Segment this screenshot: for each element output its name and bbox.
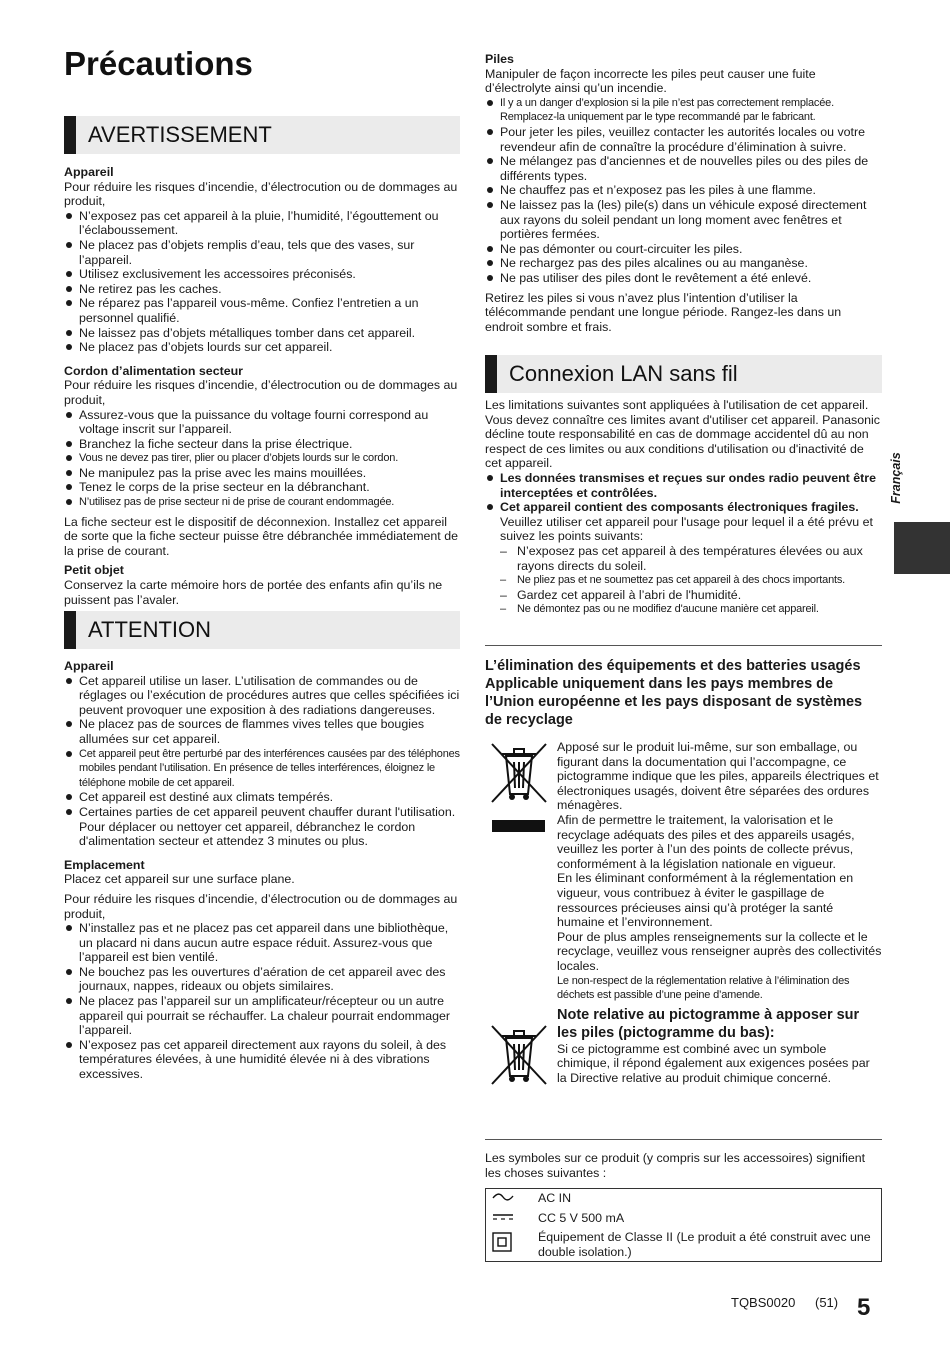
list-item: Vous ne devez pas tirer, plier ou placer d’objets lourds sur le cordon. xyxy=(64,451,460,466)
lan-banner: Connexion LAN sans fil xyxy=(485,355,882,393)
list-item: Pour jeter les piles, veuillez contacter les autorités locales ou votre revendeur afin de connaître la procédure d’élimination à suivre. xyxy=(485,125,882,154)
bullet-list xyxy=(485,96,882,286)
paragraph: En les éliminant conformément à la réglementation en vigueur, vous contribuez à éviter le gaspillage de ressources précieuses ainsi qu’à protéger la santé humaine et l’environnement. xyxy=(557,871,854,930)
document-subpage: (51) xyxy=(815,1295,839,1310)
list-item: Ne laissez pas d’objets métalliques tomber dans cet appareil. xyxy=(64,326,460,341)
bullet-list xyxy=(64,209,460,355)
section-intro: Pour réduire les risques d’incendie, d’électrocution ou de dommages au produit, xyxy=(64,378,458,407)
symbols-table xyxy=(485,1188,882,1262)
list-item: N’exposez pas cet appareil à la pluie, l’humidité, l’égouttement ou l’éclaboussement. xyxy=(64,209,460,238)
bullet-list xyxy=(64,921,460,1082)
list-item: Ne mélangez pas d'anciennes et de nouvelles piles ou des piles de différents types. xyxy=(485,154,882,183)
disposal-text xyxy=(557,740,882,1085)
paragraph: Le non-respect de la réglementation relative à l’élimination des déchets est passible d’une peine d’amende. xyxy=(557,974,850,1002)
list-item: Ne manipulez pas la prise avec les mains mouillées. xyxy=(64,466,460,481)
black-bar-mark xyxy=(492,820,545,832)
paragraph: Si ce pictogramme est combiné avec un symbole chimique, il répond également aux exigences posées par la Directive relative au produit chimique concerné. xyxy=(557,1041,870,1085)
list-item: Ne placez pas d’objets remplis d’eau, tels que des vases, sur l’appareil. xyxy=(64,238,460,267)
bullet-list xyxy=(485,471,882,544)
symbols-intro: Les symboles sur ce produit (y compris sur les accessoires) signifient les choses suivantes : xyxy=(485,1151,866,1180)
list-item: – Gardez cet appareil à l’abri de l'humidité. xyxy=(500,588,882,603)
piles-section xyxy=(485,52,882,334)
list-item: Ne retirez pas les caches. xyxy=(64,282,460,297)
list-item: Il y a un danger d’explosion si la pile n’est pas correctement remplacée. Remplacez-la uniquement par le type recommandé par le fabricant. xyxy=(485,96,882,125)
list-item: – Ne démontez pas ou ne modifiez d'aucune manière cet appareil. xyxy=(500,602,882,617)
section-title: Appareil xyxy=(64,659,114,673)
paragraph: Conservez la carte mémoire hors de portée des enfants afin qu’ils ne puissent pas l’avaler. xyxy=(64,578,443,607)
lan-section xyxy=(485,398,882,617)
list-item: Cet appareil est destiné aux climats tempérés. xyxy=(64,790,460,805)
attention-section xyxy=(64,659,460,1082)
bullet-list xyxy=(64,408,460,510)
table-row xyxy=(486,1209,882,1229)
paragraph: Placez cet appareil sur une surface plane. xyxy=(64,872,295,887)
class-ii-icon xyxy=(486,1228,535,1262)
list-item: N’exposez pas cet appareil directement aux rayons du soleil, à des températures élevées, à une humidité élevée ni à des vibrations excessives. xyxy=(64,1038,460,1082)
warning-banner: AVERTISSEMENT xyxy=(64,116,460,154)
section-title: Petit objet xyxy=(64,563,124,578)
page-title: Précautions xyxy=(64,45,253,82)
crossed-out-bin-icon xyxy=(488,1024,550,1086)
paragraph: Les limitations suivantes sont appliquées à l'utilisation de cet appareil. Vous devez connaître ces limites avant d'utiliser cet appareil. Panasonic décline toute responsabilité en cas de dommage accidentel dû au non respect de ces limites ou aux conditions d'utilisation ou d'inactivité de cet appareil. xyxy=(485,398,880,471)
list-item: Certaines parties de cet appareil peuvent chauffer durant l'utilisation. Pour déplacer ou nettoyer cet appareil, débranchez le cordon d'alimentation secteur et attendez 3 minutes ou plus. xyxy=(64,805,460,849)
paragraph: Apposé sur le produit lui-même, sur son emballage, ou figurant dans la documentation qui l’accompagne, ce pictogramme indique que les piles, appareils électriques et électroniques usagés, doivent être séparées des ordures ménagères. xyxy=(557,740,879,813)
ac-icon xyxy=(486,1189,535,1209)
list-item: Ne placez pas l’appareil sur un amplificateur/récepteur ou un autre appareil qui pourrait se réchauffer. La chaleur pourrait endommager l’appareil. xyxy=(64,994,460,1038)
symbol-label: Équipement de Classe II (Le produit a été construit avec une double isolation.) xyxy=(538,1230,871,1259)
section-intro: Pour réduire les risques d’incendie, d’électrocution ou de dommages au produit, xyxy=(64,891,458,921)
list-item: Cet appareil utilise un laser. L’utilisation de commandes ou de réglages ou l’exécution de procédures autres que celles spécifiées ici peuvent provoquer une exposition à des radiations dangereuses. xyxy=(64,674,460,718)
section-title: Appareil xyxy=(64,165,114,179)
dash-list xyxy=(485,544,882,617)
disposal-title: L’élimination des équipements et des batteries usagés Applicable uniquement dans les pays membres de l’Union européenne et les pays disposant de systèmes de recyclage xyxy=(485,658,863,728)
list-item: N’installez pas et ne placez pas cet appareil dans une bibliothèque, un placard ni dans aucun autre espace réduit. Assurez-vous que l’appareil est bien ventilé. xyxy=(64,921,460,965)
dc-icon xyxy=(486,1209,535,1229)
list-item: Assurez-vous que la puissance du voltage fourni correspond au voltage inscrit sur l’appareil. xyxy=(64,408,460,437)
language-tab xyxy=(894,522,950,574)
list-item-text: Veuillez utiliser cet appareil pour l'usage pour lequel il a été prévu et suivez les points suivants: xyxy=(500,514,873,544)
bullet-list xyxy=(64,674,460,849)
note-title: Note relative au pictogramme à apposer sur les piles (pictogramme du bas): xyxy=(557,1006,860,1041)
attention-banner: ATTENTION xyxy=(64,611,460,649)
warning-appareil-section xyxy=(64,165,460,607)
paragraph: Retirez les piles si vous n’avez plus l’intention d’utiliser la télécommande pendant une longue période. Rangez-les dans un endroit sombre et frais. xyxy=(485,290,842,334)
table-row xyxy=(486,1228,882,1262)
list-item: – N’exposez pas cet appareil à des températures élevées ou aux rayons directs du soleil. xyxy=(500,544,882,573)
symbol-label: AC IN xyxy=(538,1191,572,1205)
list-item-title: Cet appareil contient des composants électroniques fragiles. xyxy=(500,500,859,515)
paragraph: Pour de plus amples renseignements sur la collecte et le recyclage, veuillez vous renseigner auprès des collectivités locales. xyxy=(557,929,882,973)
list-item: Ne placez pas de sources de flammes vives telles que bougies allumées sur cet appareil. xyxy=(64,717,460,746)
list-item: Ne pas utiliser des piles dont le revêtement a été enlevé. xyxy=(485,271,882,286)
section-title: Piles xyxy=(485,52,514,66)
list-item: Ne laissez pas la (les) pile(s) dans un véhicule exposé directement aux rayons du soleil pendant un long moment avec fenêtres et portières fermées. xyxy=(485,198,882,242)
list-item: Ne placez pas d’objets lourds sur cet appareil. xyxy=(64,340,460,355)
table-row xyxy=(486,1189,882,1209)
list-item: Tenez le corps de la prise secteur en la débranchant. xyxy=(64,480,460,495)
list-item: Ne bouchez pas les ouvertures d’aération de cet appareil avec des journaux, nappes, rideaux ou objets similaires. xyxy=(64,965,460,994)
divider xyxy=(485,645,882,646)
document-code: TQBS0020 xyxy=(731,1295,796,1310)
list-item: N’utilisez pas de prise secteur ni de prise de courant endommagée. xyxy=(64,495,460,510)
list-item: Ne chauffez pas et n’exposez pas les piles à une flamme. xyxy=(485,183,882,198)
list-item: Ne rechargez pas des piles alcalines ou au manganèse. xyxy=(485,256,882,271)
paragraph: Afin de permettre le traitement, la valorisation et le recyclage adéquats des piles et des appareils usagés, veuillez les porter à l’un des points de collecte prévus, conformément à la législation nationale en vigueur. xyxy=(557,812,855,871)
list-item xyxy=(485,500,882,544)
list-item: Ne réparez pas l’appareil vous-même. Confiez l’entretien a un personnel qualifié. xyxy=(64,296,460,325)
section-intro: Pour réduire les risques d’incendie, d’électrocution ou de dommages au produit, xyxy=(64,179,458,209)
list-item: – Ne pliez pas et ne soumettez pas cet appareil à des chocs importants. xyxy=(500,573,882,588)
list-item: Ne pas démonter ou court-circuiter les piles. xyxy=(485,242,882,257)
section-intro: Manipuler de façon incorrecte les piles peut causer une fuite d’électrolyte ainsi qu’un incendie. xyxy=(485,66,816,96)
list-item: Les données transmises et reçues sur ondes radio peuvent être interceptées et contrôlées. xyxy=(485,471,882,500)
page-number: 5 xyxy=(857,1294,871,1321)
list-item: Utilisez exclusivement les accessoires préconisés. xyxy=(64,267,460,282)
list-item: Cet appareil peut être perturbé par des interférences causées par des téléphones mobiles pendant l’utilisation. En présence de telles interférences, éloignez le téléphone mobile de cet appareil. xyxy=(64,747,460,791)
divider xyxy=(485,1139,882,1140)
section-title: Emplacement xyxy=(64,857,145,872)
symbol-label: CC 5 V 500 mA xyxy=(538,1210,625,1225)
section-title: Cordon d’alimentation secteur xyxy=(64,363,243,378)
crossed-out-bin-icon xyxy=(488,742,550,804)
list-item: Branchez la fiche secteur dans la prise électrique. xyxy=(64,437,460,452)
language-label: Français xyxy=(889,452,903,504)
paragraph: La fiche secteur est le dispositif de déconnexion. Installez cet appareil de sorte que la fiche secteur puisse être débranchée immédiatement de la prise de courant. xyxy=(64,514,458,558)
